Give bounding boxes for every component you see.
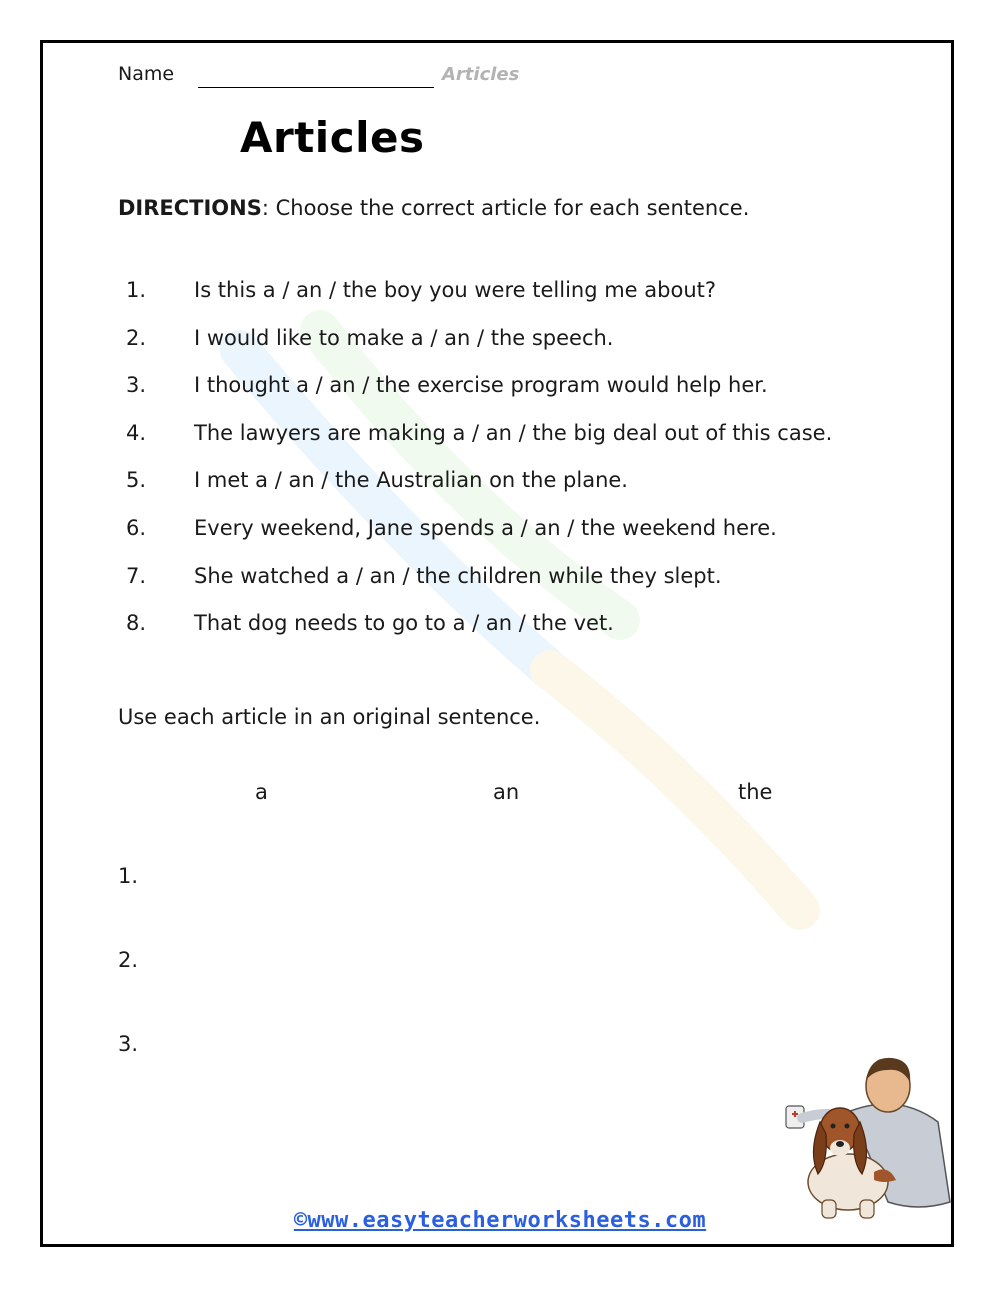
- page-title: Articles: [240, 113, 425, 162]
- question-item: [126, 326, 832, 374]
- question-number: 3.: [126, 373, 147, 398]
- man-with-dog-illustration: [778, 1052, 954, 1222]
- question-number: 7.: [126, 563, 147, 588]
- question-text: That dog needs to go to a / an / the vet.: [194, 611, 614, 636]
- footer-website-link[interactable]: ©www.easyteacherworksheets.com: [293, 1208, 707, 1233]
- question-number: 4.: [126, 420, 147, 445]
- question-text: The lawyers are making a / an / the big deal out of this case.: [194, 420, 833, 445]
- answer-number-2: 2.: [118, 948, 139, 972]
- question-number: 6.: [126, 515, 147, 540]
- article-a: a: [255, 780, 268, 804]
- footer-link-container: [0, 1208, 1000, 1233]
- header-tag: Articles: [442, 64, 520, 85]
- answer-number-1: 1.: [118, 864, 139, 888]
- question-text: She watched a / an / the children while they slept.: [194, 563, 722, 588]
- question-text: Every weekend, Jane spends a / an / the weekend here.: [194, 515, 777, 540]
- question-item: [126, 278, 832, 326]
- article-an: an: [493, 780, 520, 804]
- answer-number-3: 3.: [118, 1032, 139, 1056]
- directions-label: DIRECTIONS: [118, 196, 262, 220]
- question-number: 5.: [126, 468, 147, 493]
- question-number: 8.: [126, 611, 147, 636]
- question-item: [126, 564, 832, 612]
- article-the: the: [738, 780, 773, 804]
- directions-text: : Choose the correct article for each sentence.: [261, 196, 750, 220]
- question-item: [126, 611, 832, 659]
- question-text: I would like to make a / an / the speech.: [194, 325, 614, 350]
- directions: [118, 196, 749, 220]
- section2-instruction: Use each article in an original sentence.: [118, 705, 541, 729]
- name-label: Name: [118, 63, 175, 85]
- name-line[interactable]: [198, 87, 434, 88]
- question-number: 1.: [126, 278, 147, 302]
- question-list: [126, 278, 832, 659]
- question-item: [126, 373, 832, 421]
- question-text: I thought a / an / the exercise program would help her.: [194, 373, 768, 398]
- question-item: [126, 421, 832, 469]
- question-number: 2.: [126, 325, 147, 350]
- question-item: [126, 468, 832, 516]
- question-item: [126, 516, 832, 564]
- question-text: Is this a / an / the boy you were telling me about?: [194, 278, 717, 302]
- question-text: I met a / an / the Australian on the plane.: [194, 468, 628, 493]
